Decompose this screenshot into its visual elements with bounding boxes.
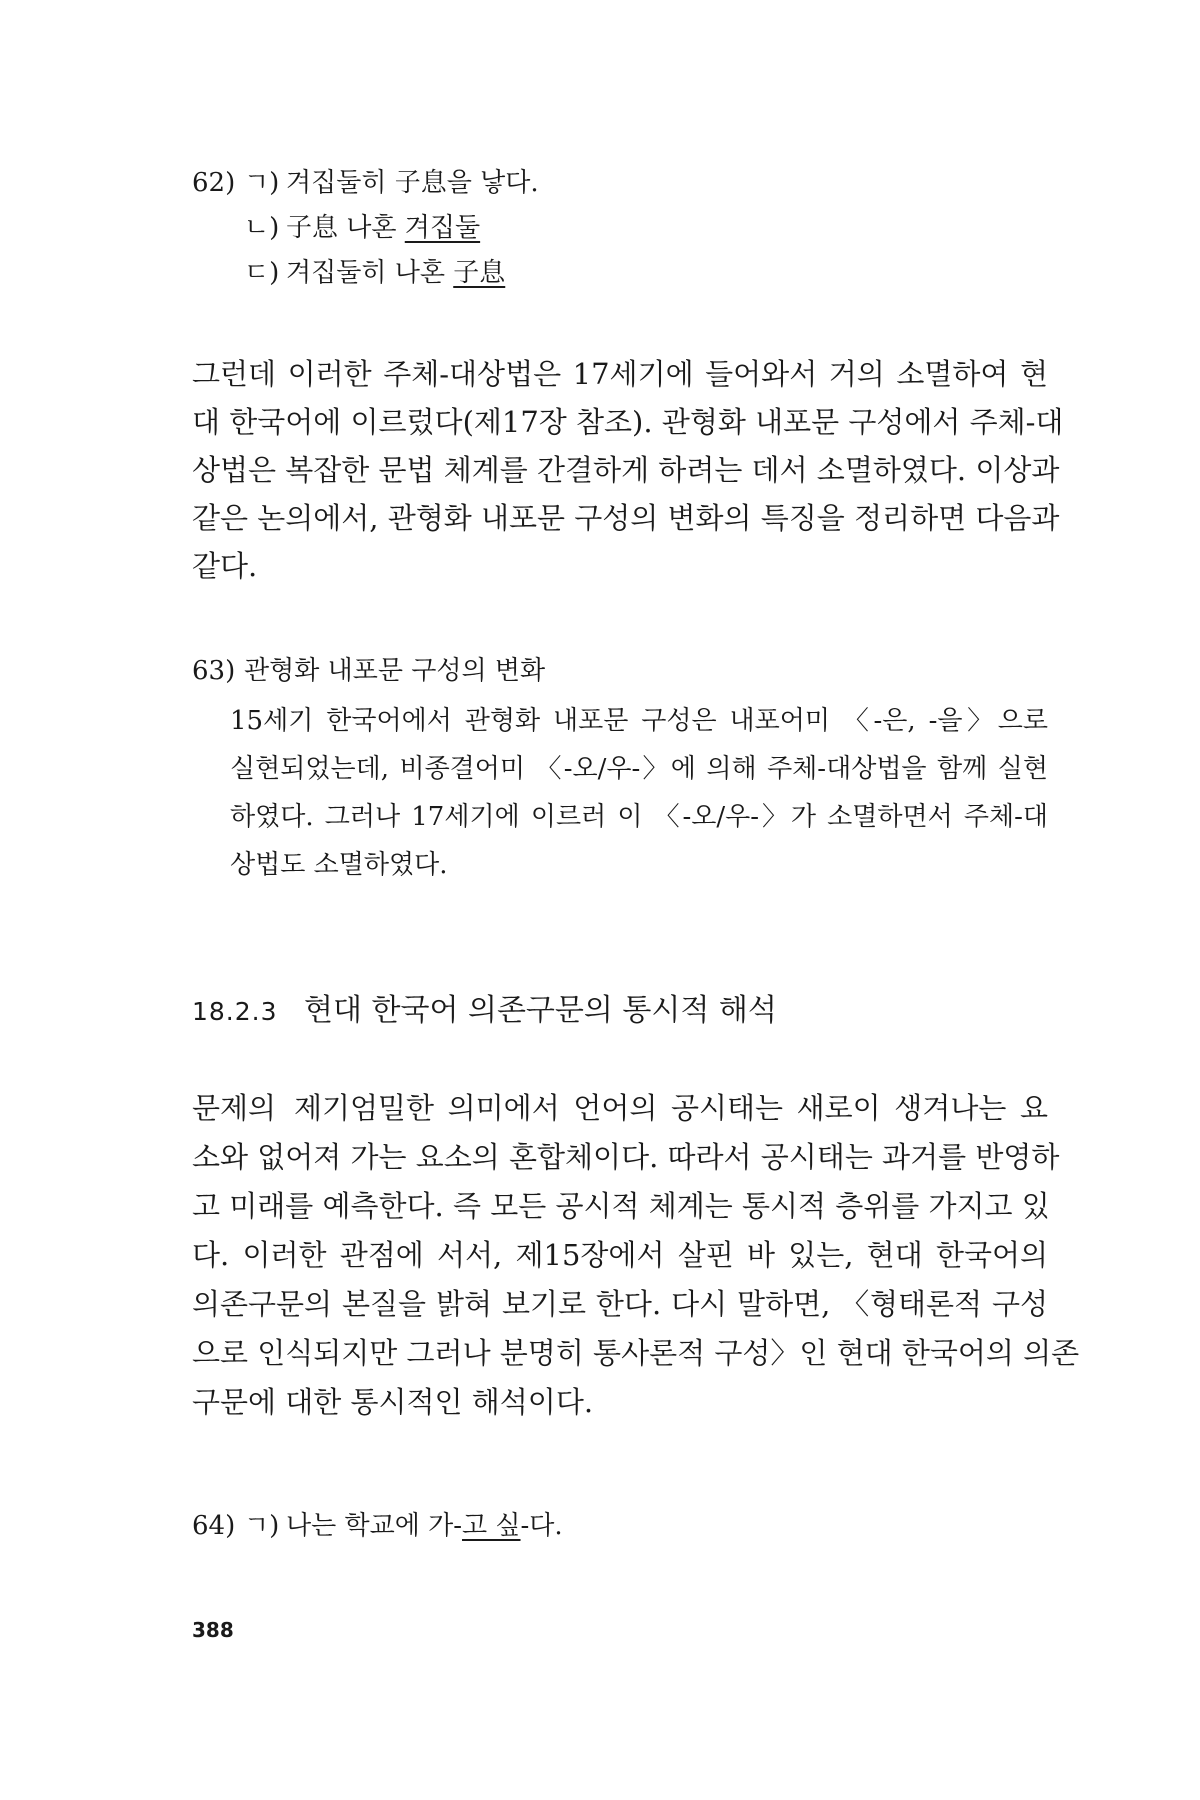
example-line: 15세기 한국어에서 관형화 내포문 구성은 내포어미 〈-은, -을〉으로 (230, 706, 1048, 736)
example-marker: ㄷ) (244, 258, 280, 288)
paragraph-line: 의존구문의 본질을 밝혀 보기로 한다. 다시 말하면, 〈형태론적 구성 (192, 1287, 1048, 1321)
paragraph-line: 소와 없어져 가는 요소의 혼합체이다. 따라서 공시태는 과거를 반영하 (192, 1140, 1060, 1174)
example-text: 겨집둘히 나혼 (286, 258, 454, 288)
paragraph-line: 다. 이러한 관점에 서서, 제15장에서 살핀 바 있는, 현대 한국어의 (192, 1238, 1048, 1272)
example-text: 子息 나혼 (286, 213, 405, 243)
paragraph-line: 대 한국어에 이르렀다(제17장 참조). 관형화 내포문 구성에서 주체-대 (192, 405, 1064, 439)
paragraph-line (192, 1091, 1048, 1125)
paragraph-line-text: 엄밀한 의미에서 언어의 공시태는 새로이 생겨나는 요 (350, 1091, 1048, 1125)
example-63-heading (192, 658, 545, 684)
underlined-word: 겨집둘 (404, 213, 481, 243)
paragraph-line: 같은 논의에서, 관형화 내포문 구성의 변화의 특징을 정리하면 다음과 (192, 501, 1060, 535)
example-text: 겨집둘히 子息을 낳다. (286, 168, 539, 198)
section-heading (192, 993, 777, 1028)
example-marker: ㄱ) (244, 168, 280, 198)
section-title: 현대 한국어 의존구문의 통시적 해석 (304, 993, 777, 1028)
example-62-line-a (192, 170, 539, 196)
paragraph-line: 고 미래를 예측한다. 즉 모든 공시적 체계는 통시적 층위를 가지고 있 (192, 1189, 1050, 1223)
paragraph-line: 같다. (192, 549, 258, 583)
section-number: 18.2.3 (192, 997, 278, 1026)
paragraph-line: 상법은 복잡한 문법 체계를 간결하게 하려는 데서 소멸하였다. 이상과 (192, 453, 1060, 487)
underlined-word: 子息 (453, 258, 506, 288)
example-number: 64) (192, 1511, 236, 1541)
paragraph-line: 그런데 이러한 주체-대상법은 17세기에 들어와서 거의 소멸하여 현 (192, 357, 1048, 391)
example-62-line-b (244, 215, 480, 241)
example-marker: ㄱ) (244, 1511, 280, 1541)
example-64-line-a (192, 1513, 563, 1539)
example-text: 나는 학교에 가- (286, 1511, 463, 1541)
example-number: 63) (192, 656, 236, 686)
example-line: 하였다. 그러나 17세기에 이르러 이 〈-오/우-〉가 소멸하면서 주체-대 (230, 802, 1048, 832)
underlined-word: 고 싶 (462, 1511, 521, 1541)
paragraph-line: 으로 인식되지만 그러나 분명히 통사론적 구성〉인 현대 한국어의 의존 (192, 1336, 1080, 1370)
example-number: 62) (192, 168, 236, 198)
paragraph-line: 구문에 대한 통시적인 해석이다. (192, 1385, 594, 1419)
example-text: -다. (520, 1511, 563, 1541)
example-62-line-c (244, 260, 505, 286)
example-marker: ㄴ) (244, 213, 280, 243)
example-line: 실현되었는데, 비종결어미 〈-오/우-〉에 의해 주체-대상법을 함께 실현 (230, 754, 1048, 784)
page-number: 388 (192, 1618, 234, 1642)
example-title: 관형화 내포문 구성의 변화 (244, 656, 546, 686)
example-line: 상법도 소멸하였다. (230, 850, 448, 880)
paragraph-term: 문제의 제기 (192, 1091, 350, 1125)
